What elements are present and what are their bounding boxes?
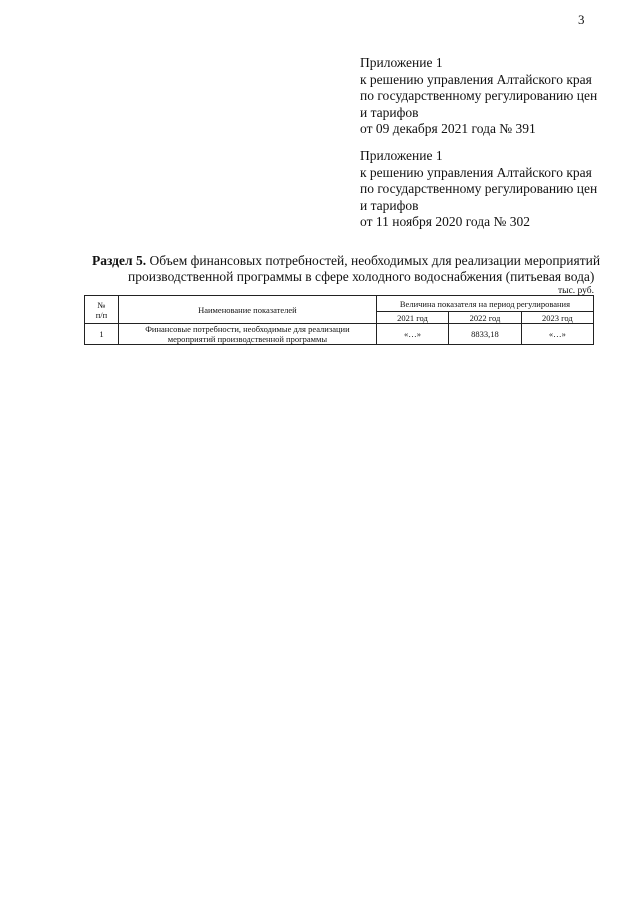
annex-line: по государственному регулированию цен (360, 88, 598, 103)
annex-block-previous (360, 148, 597, 231)
units-label: тыс. руб. (558, 286, 594, 296)
table-row (85, 324, 594, 345)
header-indicator-name: Наименование показателей (118, 296, 376, 324)
section-label: Раздел 5. (92, 253, 147, 268)
annex-title: Приложение 1 (360, 148, 443, 163)
annex-line: к решению управления Алтайского края (360, 164, 592, 180)
header-year-2021: 2021 год (376, 312, 448, 324)
header-number (85, 296, 119, 324)
section-title-line1: Объем финансовых потребностей, необходимых для реализации мероприятий (149, 253, 601, 268)
header-number-symbol: № (97, 299, 106, 310)
header-period: Величина показателя на период регулирования (376, 296, 593, 312)
row-number: 1 (85, 324, 119, 345)
annex-date-line: от 09 декабря 2021 года № 391 (360, 121, 536, 136)
header-year-2022: 2022 год (449, 312, 522, 324)
section-heading (92, 253, 601, 285)
row-value-2022: 8833,18 (449, 324, 522, 345)
annex-date-line: от 11 ноября 2020 года № 302 (360, 214, 531, 229)
row-name-line2: мероприятий производственной программы (167, 334, 328, 344)
row-value-2021: «…» (376, 324, 448, 345)
page-number: 3 (578, 12, 585, 27)
row-name-line1: Финансовые потребности, необходимые для реализации (145, 324, 350, 334)
annex-line: и тарифов (360, 197, 419, 213)
table-header-row (85, 296, 594, 312)
annex-line: к решению управления Алтайского края (360, 71, 592, 87)
header-year-2023: 2023 год (521, 312, 593, 324)
row-value-2023: «…» (521, 324, 593, 345)
row-indicator-name (118, 324, 376, 345)
section-title-line2: производственной программы в сфере холодного водоснабжения (питьевая вода) (128, 269, 595, 284)
annex-line: и тарифов (360, 104, 419, 120)
annex-block-current (360, 55, 597, 138)
annex-line: по государственному регулированию цен (360, 181, 598, 196)
header-number-abbr: п/п (95, 309, 108, 320)
indicators-table (84, 295, 594, 345)
annex-title: Приложение 1 (360, 55, 443, 70)
